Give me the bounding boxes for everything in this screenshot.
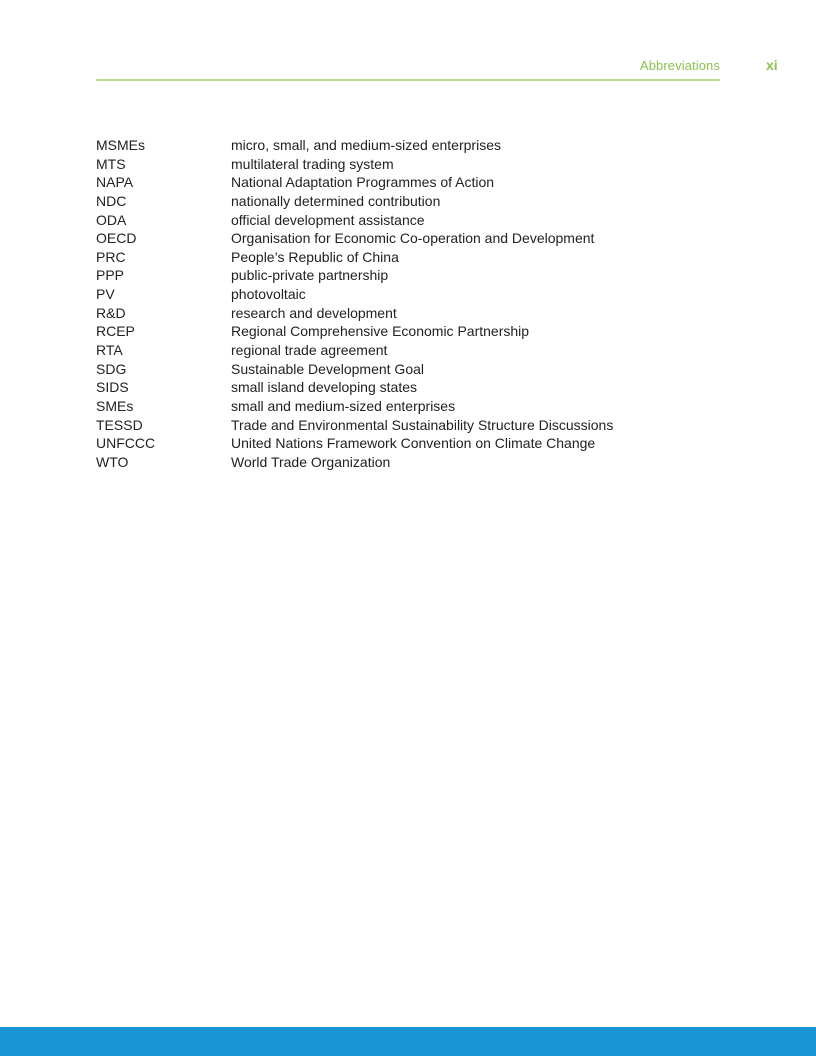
abbreviation-term: MSMEs	[96, 137, 145, 153]
abbreviation-row	[96, 378, 736, 397]
abbreviation-term: SIDS	[96, 379, 129, 396]
page-header	[96, 56, 720, 81]
abbreviation-definition: National Adaptation Programmes of Action	[231, 174, 495, 191]
abbreviation-term: SDG	[96, 360, 127, 377]
abbreviation-term: OECD	[96, 230, 137, 247]
abbreviation-definition: Organisation for Economic Co-operation and Development	[231, 230, 595, 247]
abbreviation-term: MTS	[96, 155, 126, 172]
abbreviation-definition: small and medium-sized enterprises	[231, 397, 456, 414]
abbreviation-row	[96, 304, 736, 323]
abbreviation-definition: People’s Republic of China	[231, 248, 399, 265]
abbreviation-row	[96, 434, 736, 453]
abbreviation-definition: multilateral trading system	[231, 155, 394, 172]
abbreviation-row	[96, 155, 736, 174]
abbreviation-term: RTA	[96, 342, 123, 359]
abbreviation-term: PRC	[96, 248, 126, 265]
page-number: xi	[766, 57, 778, 73]
abbreviation-row	[96, 229, 736, 248]
abbreviation-row	[96, 360, 736, 379]
abbreviation-definition: regional trade agreement	[231, 342, 388, 359]
abbreviation-row	[96, 322, 736, 341]
abbreviation-row	[96, 453, 736, 472]
abbreviation-term: RCEP	[96, 323, 135, 340]
abbreviation-term: UNFCCC	[96, 435, 156, 452]
abbreviation-definition: photovoltaic	[231, 286, 306, 303]
footer-band	[0, 1027, 816, 1056]
abbreviation-term: PPP	[96, 267, 125, 284]
abbreviation-definition: research and development	[231, 304, 397, 321]
abbreviation-row	[96, 266, 736, 285]
abbreviation-definition: nationally determined contribution	[231, 192, 441, 209]
abbreviation-row	[96, 285, 736, 304]
abbreviation-term: ODA	[96, 211, 127, 228]
abbreviation-row	[96, 397, 736, 416]
abbreviation-row	[96, 416, 736, 435]
abbreviation-definition: public-private partnership	[231, 267, 389, 284]
abbreviation-definition: Sustainable Development Goal	[231, 360, 425, 377]
abbreviation-term: TESSD	[96, 416, 143, 433]
abbreviation-definition: micro, small, and medium-sized enterprises	[231, 137, 501, 153]
abbreviation-row	[96, 211, 736, 230]
abbreviations-list	[96, 136, 736, 472]
abbreviation-term: SMEs	[96, 397, 134, 414]
abbreviation-row	[96, 341, 736, 360]
abbreviation-definition: small island developing states	[231, 379, 417, 396]
abbreviation-definition: Trade and Environmental Sustainability Structure Discussions	[231, 416, 614, 433]
abbreviation-term: NAPA	[96, 174, 134, 191]
abbreviation-definition: United Nations Framework Convention on Climate Change	[231, 435, 596, 452]
abbreviation-term: NDC	[96, 192, 127, 209]
abbreviation-row	[96, 136, 736, 155]
abbreviation-row	[96, 248, 736, 267]
abbreviation-row	[96, 192, 736, 211]
abbreviation-row	[96, 173, 736, 192]
abbreviation-term: WTO	[96, 453, 129, 470]
abbreviation-definition: Regional Comprehensive Economic Partnership	[231, 323, 530, 340]
abbreviation-term: R&D	[96, 304, 126, 321]
abbreviation-definition: World Trade Organization	[231, 453, 391, 470]
abbreviation-definition: official development assistance	[231, 211, 425, 228]
section-title: Abbreviations	[639, 58, 720, 73]
abbreviation-term: PV	[96, 286, 115, 303]
